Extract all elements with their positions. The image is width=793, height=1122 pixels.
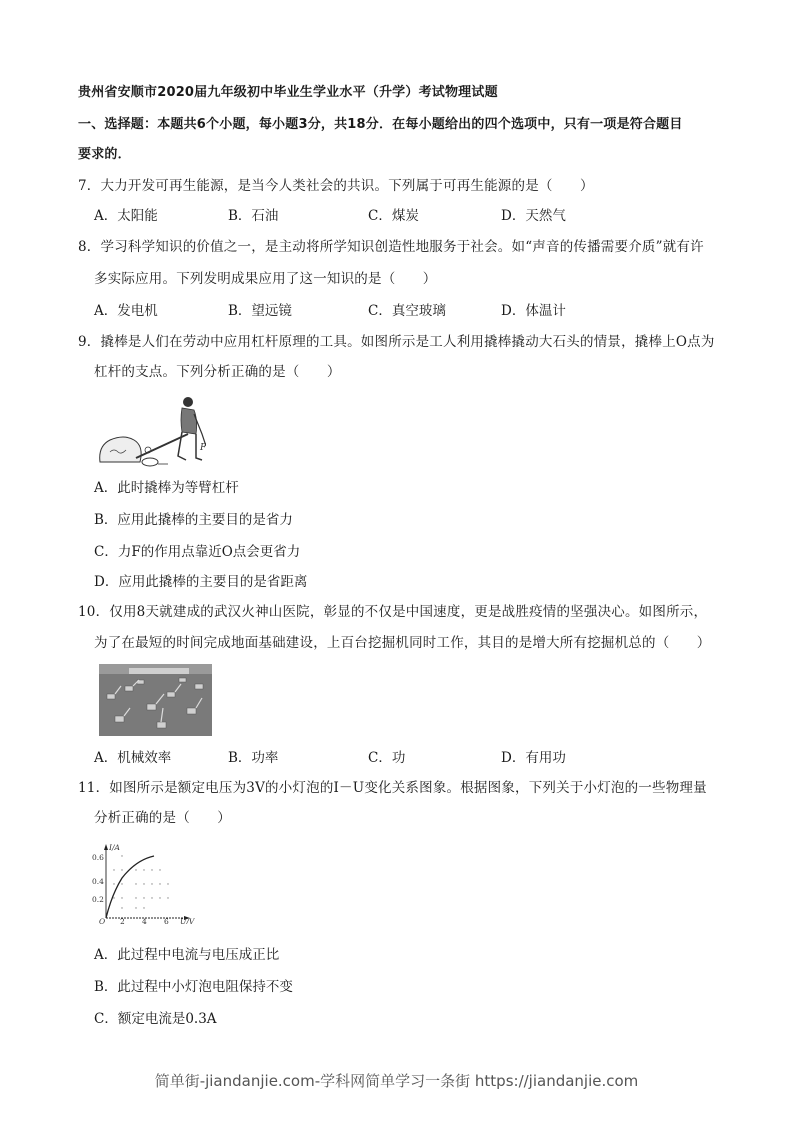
footer-watermark: 简单街-jiandanjie.com-学科网简单学习一条街 https://jiandanjie.com — [154, 1072, 639, 1090]
y-tick: 0.2 — [92, 895, 104, 904]
question-stem-cont: 分析正确的是（ ） — [94, 810, 231, 826]
option-a: A．机械效率 — [94, 750, 172, 766]
option-b: B．石油 — [228, 208, 279, 224]
option-b: B．功率 — [228, 750, 279, 766]
excavators-photo — [99, 664, 212, 736]
option-b: B．望远镜 — [228, 303, 292, 319]
option-d: D．有用功 — [501, 750, 566, 766]
y-tick: 0.6 — [92, 853, 104, 862]
option-c: C．煤炭 — [368, 208, 419, 224]
option-c: C．额定电流是0.3A — [94, 1011, 217, 1027]
x-axis-label: U/V — [180, 917, 195, 924]
origin-label: O — [99, 917, 106, 924]
x-tick: 4 — [142, 917, 147, 924]
option-b: B．应用此撬棒的主要目的是省力 — [94, 512, 293, 528]
i-u-graph — [92, 842, 197, 924]
question-stem: 11．如图所示是额定电压为3V的小灯泡的I－U变化关系图象。根据图象，下列关于小灯泡的一些物理量 — [78, 780, 707, 796]
option-a: A．太阳能 — [94, 208, 158, 224]
worker-prying-rock-figure — [96, 390, 206, 468]
section-heading: 一、选择题：本题共6个小题，每小题3分，共18分．在每小题给出的四个选项中，只有一项是符合题目 — [78, 117, 683, 132]
question-stem: 10．仅用8天就建成的武汉火神山医院，彰显的不仅是中国速度，更是战胜疫情的坚强决心。如图所示， — [78, 604, 708, 620]
option-d: D．天然气 — [501, 208, 566, 224]
option-d: D．体温计 — [501, 303, 566, 319]
option-c: C．真空玻璃 — [368, 303, 446, 319]
option-d: D．应用此撬棒的主要目的是省距离 — [94, 574, 308, 590]
question-stem: 8．学习科学知识的价值之一，是主动将所学知识创造性地服务于社会。如“声音的传播需要介质”就有许 — [78, 239, 704, 255]
y-axis-label: I/A — [109, 843, 120, 852]
question-stem-cont: 多实际应用。下列发明成果应用了这一知识的是（ ） — [94, 271, 437, 287]
section-heading-cont: 要求的． — [78, 147, 131, 162]
option-c: C．功 — [368, 750, 406, 766]
y-tick: 0.4 — [92, 877, 104, 886]
x-tick: 6 — [164, 917, 169, 924]
document-title: 贵州省安顺市2020届九年级初中毕业生学业水平（升学）考试物理试题 — [78, 85, 498, 100]
option-a: A．发电机 — [94, 303, 158, 319]
option-a: A．此过程中电流与电压成正比 — [94, 947, 280, 963]
option-a: A．此时撬棒为等臂杠杆 — [94, 480, 239, 496]
question-stem-cont: 杠杆的支点。下列分析正确的是（ ） — [94, 364, 341, 380]
svg-text:F: F — [200, 443, 206, 453]
option-c: C．力F的作用点靠近O点会更省力 — [94, 544, 301, 560]
question-stem: 7．大力开发可再生能源，是当今人类社会的共识。下列属于可再生能源的是（ ） — [78, 178, 594, 194]
option-b: B．此过程中小灯泡电阻保持不变 — [94, 979, 293, 995]
question-stem-cont: 为了在最短的时间完成地面基础建设，上百台挖掘机同时工作，其目的是增大所有挖掘机总的（ ） — [94, 635, 711, 651]
question-stem: 9．撬棒是人们在劳动中应用杠杆原理的工具。如图所示是工人利用撬棒撬动大石头的情景，撬棒上O点为 — [78, 334, 715, 350]
x-tick: 2 — [120, 917, 125, 924]
